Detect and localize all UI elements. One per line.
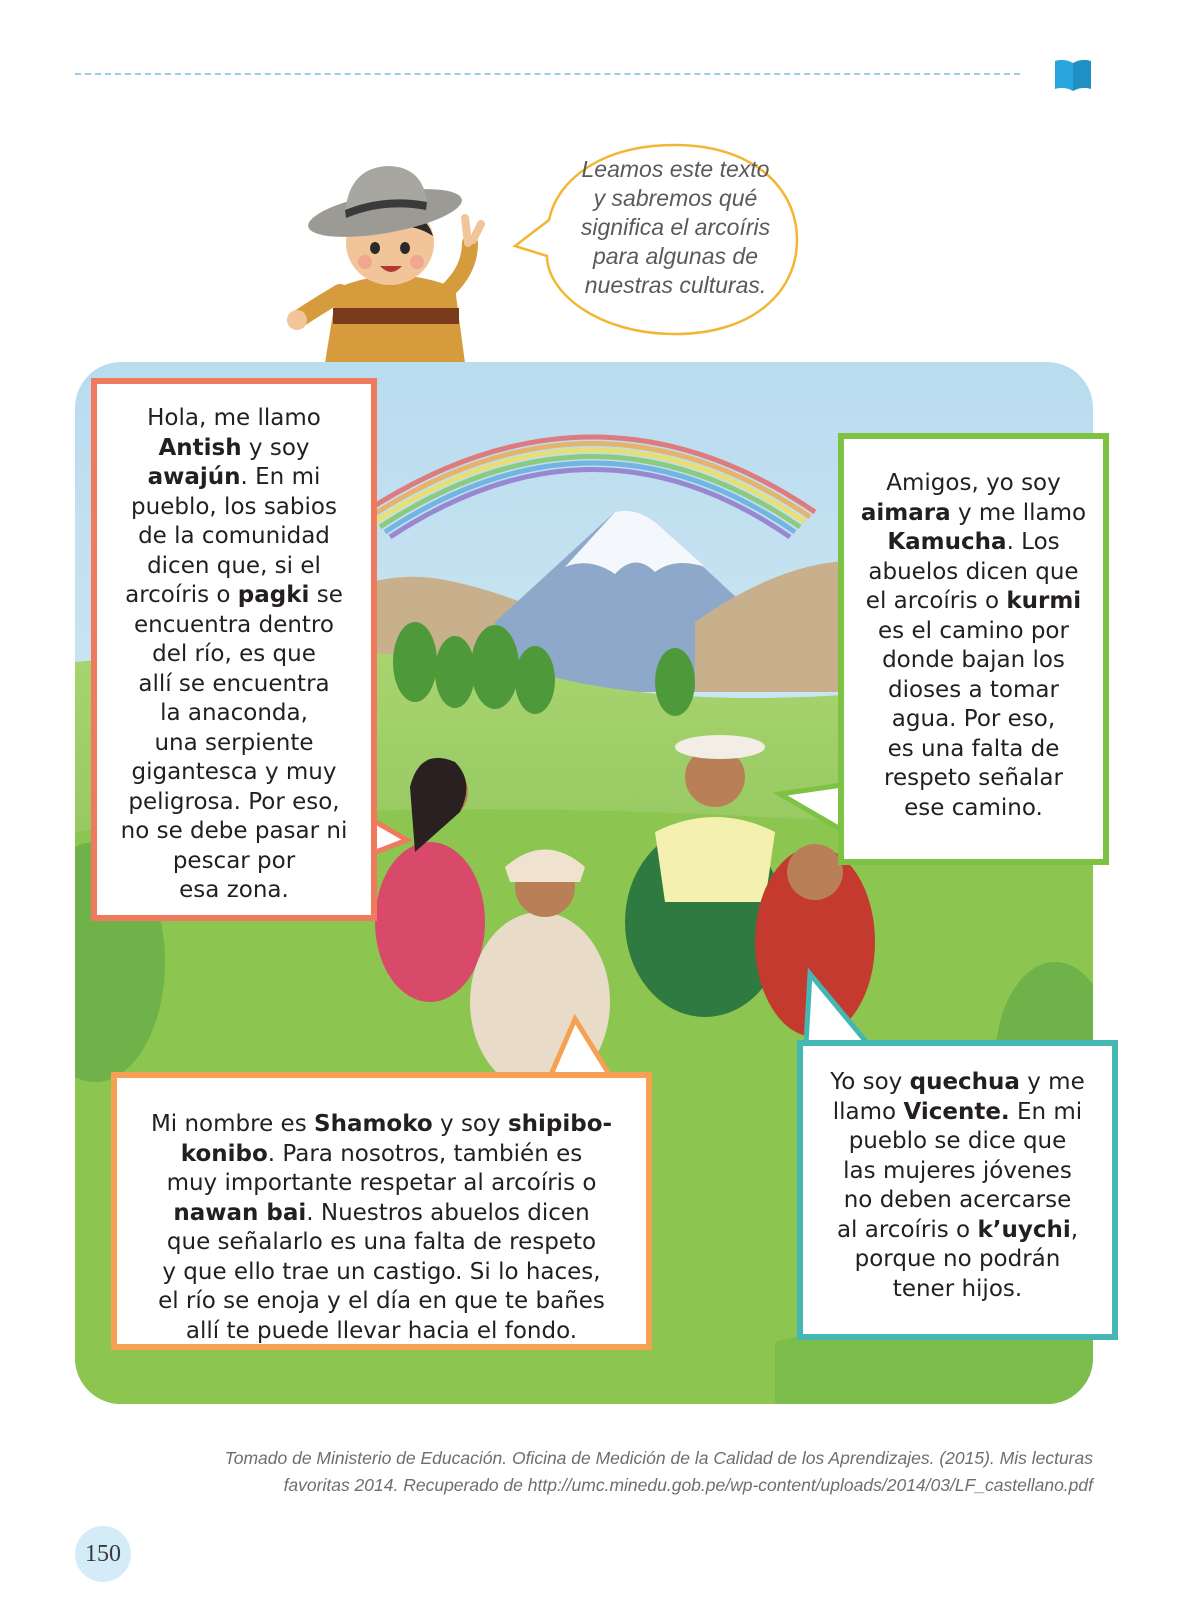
text-line bbox=[844, 499, 1103, 529]
citation-line: favoritas 2014. Recuperado de http://umc.minedu.gob.pe/wp-content/uploads/2014/03/LF_castellano.pdf bbox=[283, 1475, 1093, 1495]
page-number: 150 bbox=[75, 1526, 131, 1582]
text-fragment: arcoíris o bbox=[125, 582, 238, 608]
text-line: dioses a tomar bbox=[888, 676, 1059, 703]
text-line: allí te puede llevar hacia el fondo. bbox=[185, 1317, 578, 1344]
text-line: allí se encuentra bbox=[138, 670, 330, 697]
text-line: no deben acercarse bbox=[843, 1187, 1072, 1213]
text-line: las mujeres jóvenes bbox=[843, 1157, 1072, 1184]
text-line: esa zona. bbox=[179, 877, 289, 903]
text-line bbox=[97, 434, 371, 464]
text-line bbox=[803, 1098, 1112, 1128]
text-line bbox=[803, 1216, 1112, 1246]
text-line: la anaconda, bbox=[160, 700, 308, 726]
kamucha-text-box bbox=[838, 433, 1109, 865]
text-line bbox=[117, 1140, 646, 1170]
antish-text-box bbox=[91, 378, 377, 921]
text-fragment: . Nuestros abuelos dicen bbox=[306, 1199, 590, 1226]
shamoko-text-box bbox=[111, 1072, 652, 1350]
text-line: abuelos dicen que bbox=[868, 558, 1079, 585]
book-icon bbox=[1053, 57, 1093, 93]
name-vicente: Vicente. bbox=[903, 1098, 1010, 1125]
text-line: tener hijos. bbox=[892, 1275, 1023, 1302]
text-line: agua. Por eso, bbox=[891, 706, 1056, 732]
word-nawan-bai: nawan bai bbox=[173, 1199, 307, 1226]
name-shamoko: Shamoko bbox=[314, 1111, 433, 1137]
word-kurmi: kurmi bbox=[1006, 588, 1082, 614]
kamucha-box-tail bbox=[776, 780, 846, 840]
boy-illustration bbox=[285, 158, 505, 363]
name-antish: Antish bbox=[158, 434, 242, 461]
text-line bbox=[97, 581, 371, 611]
text-fragment: llamo bbox=[832, 1098, 904, 1125]
text-fragment: En mi bbox=[1009, 1098, 1083, 1125]
text-line bbox=[117, 1199, 646, 1229]
text-fragment: al arcoíris o bbox=[836, 1216, 978, 1243]
text-fragment: . Para nosotros, también es bbox=[267, 1140, 583, 1167]
text-line: de la comunidad bbox=[138, 523, 330, 549]
text-line: encuentra dentro bbox=[134, 611, 334, 638]
people-shipibo: shipibo- bbox=[507, 1111, 613, 1137]
header-dashed-line bbox=[75, 73, 1020, 75]
people-quechua: quechua bbox=[909, 1069, 1020, 1095]
text-fragment: y me llamo bbox=[950, 499, 1087, 526]
text-line: pueblo se dice que bbox=[848, 1128, 1067, 1154]
text-fragment: . Los bbox=[1006, 529, 1060, 555]
text-line: pueblo, los sabios bbox=[131, 493, 337, 520]
people-awajun: awajún bbox=[147, 464, 241, 490]
citation-line: Tomado de Ministerio de Educación. Oficina de Medición de la Calidad de los Aprendizajes. (2015). Mis lecturas bbox=[224, 1448, 1093, 1468]
text-line: Amigos, yo soy bbox=[886, 470, 1061, 496]
people-aimara: aimara bbox=[860, 499, 951, 526]
text-line: no se debe pasar ni bbox=[120, 818, 348, 844]
vicente-text-box bbox=[797, 1040, 1118, 1340]
text-fragment: . En mi bbox=[240, 464, 321, 490]
text-fragment: y soy bbox=[241, 434, 310, 461]
text-line bbox=[117, 1110, 646, 1140]
text-line: una serpiente bbox=[154, 729, 314, 756]
text-line: es una falta de bbox=[887, 735, 1060, 762]
text-line: es el camino por bbox=[878, 617, 1069, 644]
text-line: peligrosa. Por eso, bbox=[128, 788, 340, 815]
speech-line: Leamos este texto bbox=[581, 156, 770, 182]
text-line bbox=[97, 463, 371, 493]
text-fragment: Yo soy bbox=[830, 1069, 910, 1095]
text-line bbox=[803, 1068, 1112, 1098]
speech-line: y sabremos qué bbox=[593, 185, 758, 211]
speech-line: nuestras culturas. bbox=[584, 272, 767, 298]
text-line: porque no podrán bbox=[854, 1246, 1061, 1272]
speech-line: para algunas de bbox=[593, 243, 758, 269]
text-line: gigantesca y muy bbox=[131, 759, 337, 785]
speech-line: significa el arcoíris bbox=[580, 214, 771, 240]
text-fragment: y soy bbox=[432, 1111, 508, 1137]
text-fragment: se bbox=[309, 582, 343, 608]
people-konibo: konibo bbox=[180, 1140, 268, 1167]
text-line: pescar por bbox=[172, 847, 296, 874]
text-line: dicen que, si el bbox=[147, 552, 321, 579]
text-fragment: , bbox=[1070, 1216, 1079, 1243]
text-fragment: y me bbox=[1019, 1069, 1085, 1095]
text-line: que señalarlo es una falta de respeto bbox=[166, 1229, 597, 1255]
source-citation bbox=[143, 1445, 1093, 1499]
text-line: muy importante respetar al arcoíris o bbox=[166, 1170, 597, 1196]
text-line: ese camino. bbox=[904, 794, 1043, 821]
text-line: el río se enoja y el día en que te bañes bbox=[158, 1288, 605, 1314]
text-line: respeto señalar bbox=[884, 765, 1063, 791]
text-fragment: el arcoíris o bbox=[865, 588, 1007, 614]
text-line: Hola, me llamo bbox=[147, 405, 321, 431]
name-kamucha: Kamucha bbox=[887, 529, 1007, 555]
text-line bbox=[844, 528, 1103, 558]
text-line bbox=[844, 587, 1103, 617]
text-fragment: Mi nombre es bbox=[150, 1111, 314, 1137]
word-kuychi: k’uychi bbox=[977, 1216, 1071, 1243]
text-line: y que ello trae un castigo. Si lo haces, bbox=[162, 1258, 601, 1285]
text-line: del río, es que bbox=[152, 641, 316, 667]
text-line: donde bajan los bbox=[882, 647, 1065, 673]
speech-bubble bbox=[533, 142, 818, 337]
word-pagki: pagki bbox=[237, 582, 310, 608]
vicente-box-tail bbox=[796, 968, 876, 1048]
